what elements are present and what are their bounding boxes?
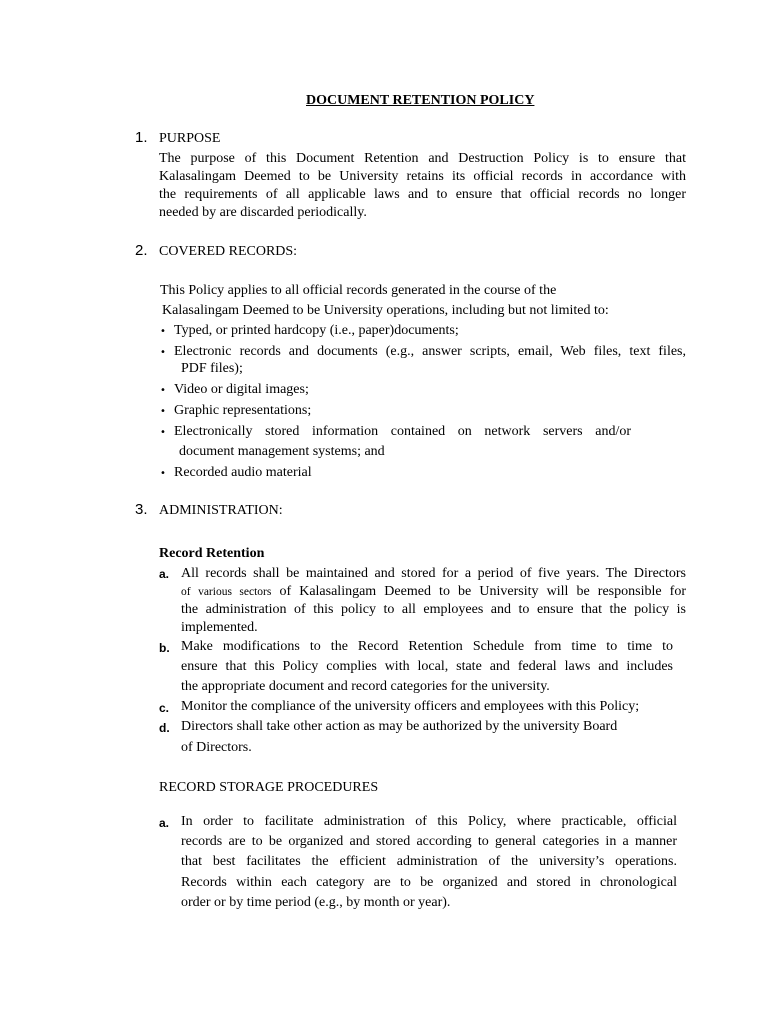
section-heading: PURPOSE — [159, 131, 221, 146]
storage-line: Records within each category are to be organized and stored in chronological — [181, 875, 677, 890]
storage-line: order or by time period (e.g., by month or year). — [181, 895, 451, 910]
item-marker: b. — [159, 641, 170, 655]
bullet-icon: • — [160, 347, 166, 358]
item-line: ensure that this Policy complies with local, state and federal laws and includes — [181, 659, 673, 674]
item-line: Directors shall take other action as may be authorized by the university Board — [181, 719, 618, 734]
item-line: Monitor the compliance of the university officers and employees with this Policy; — [181, 699, 640, 714]
body-line: The purpose of this Document Retention and Destruction Policy is to ensure that — [159, 151, 686, 166]
item-line: Make modifications to the Record Retention Schedule from time to time to — [181, 639, 673, 654]
list-item-continuation: document management systems; and — [179, 444, 385, 459]
list-item: Recorded audio material — [174, 465, 312, 480]
bullet-icon: • — [160, 427, 166, 438]
list-item-continuation: PDF files); — [181, 361, 243, 376]
document-title: DOCUMENT RETENTION POLICY — [306, 93, 535, 108]
item-marker: a. — [159, 816, 170, 830]
item-line-small-text: of various sectors — [181, 586, 272, 598]
item-line-rest: of Kalasalingam Deemed to be University will be responsible for — [271, 584, 686, 599]
storage-heading: RECORD STORAGE PROCEDURES — [159, 780, 379, 795]
list-item: Electronically stored information contained on network servers and/or — [174, 424, 631, 439]
storage-line: that best facilitates the efficient administration of the university’s operations. — [181, 854, 677, 869]
item-line: implemented. — [181, 620, 258, 635]
list-item: Graphic representations; — [174, 403, 312, 418]
list-item: Electronic records and documents (e.g., answer scripts, email, Web files, text files, — [174, 344, 686, 359]
intro-line: This Policy applies to all official records generated in the course of the — [160, 283, 557, 298]
section-number: 1. — [135, 129, 148, 146]
section-number: 3. — [135, 501, 148, 518]
section-heading: ADMINISTRATION: — [159, 503, 283, 518]
body-line: the requirements of all applicable laws and to ensure that official records no longer — [159, 187, 686, 202]
item-line: the administration of this policy to all employees and to ensure that the policy is — [181, 602, 686, 617]
subheading: Record Retention — [159, 546, 265, 561]
list-item: Typed, or printed hardcopy (i.e., paper)documents; — [174, 323, 459, 338]
intro-line: Kalasalingam Deemed to be University operations, including but not limited to: — [162, 303, 609, 318]
item-line: of Directors. — [181, 740, 252, 755]
bullet-icon: • — [160, 468, 166, 479]
bullet-icon: • — [160, 326, 166, 337]
bullet-icon: • — [160, 406, 166, 417]
item-line: All records shall be maintained and stored for a period of five years. The Directors — [181, 566, 686, 581]
body-line: needed by are discarded periodically. — [159, 205, 367, 220]
item-marker: c. — [159, 701, 170, 715]
item-line — [181, 583, 686, 601]
bullet-icon: • — [160, 385, 166, 396]
storage-line: records are to be organized and stored according to general categories in a manner — [181, 834, 677, 849]
item-line: the appropriate document and record categories for the university. — [181, 679, 550, 694]
storage-line: In order to facilitate administration of this Policy, where practicable, official — [181, 814, 677, 829]
section-number: 2. — [135, 242, 148, 259]
section-heading: COVERED RECORDS: — [159, 244, 298, 259]
body-line: Kalasalingam Deemed to be University retains its official records in accordance with — [159, 169, 686, 184]
item-marker: d. — [159, 721, 170, 735]
list-item: Video or digital images; — [174, 382, 309, 397]
item-marker: a. — [159, 567, 170, 581]
